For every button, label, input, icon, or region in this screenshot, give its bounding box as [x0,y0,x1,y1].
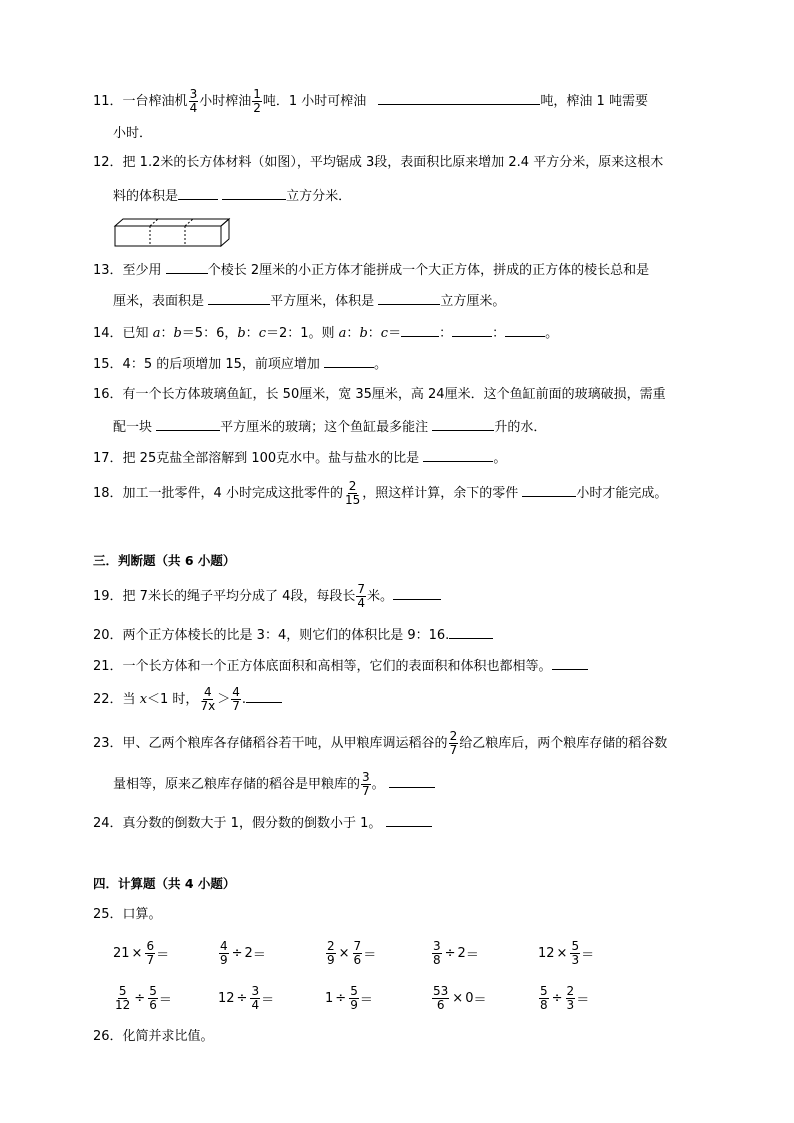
fraction: $\frac{2}{7}$ [449,729,458,757]
var-a: a [152,326,161,341]
answer-blank[interactable] [505,322,545,337]
answer-blank[interactable] [449,624,493,639]
q13-text-a: 至少用 [122,263,162,278]
calc-item: 21 × $\frac{6}{7}$ ＝ [113,938,170,967]
q11-text-d: 吨，榨油 1 吨需要 [540,94,648,109]
question-number: 19． [93,589,123,604]
q23-text-b: 给乙粮库后，两个粮库存储的稻谷数 [459,736,668,751]
calc-item: 1 ÷ $\frac{5}{9}$ ＝ [325,983,373,1012]
question-number: 25． [93,907,123,922]
calc-item: $\frac{53}{6}$ × 0 ＝ [433,983,487,1012]
question-number: 13． [93,263,123,278]
answer-blank[interactable] [552,655,588,670]
question-number: 17． [93,451,123,466]
calc-item: $\frac{5}{8}$ ÷ $\frac{2}{3}$ ＝ [540,983,590,1012]
q22-text-b: ＜1 时， [147,692,199,707]
q22-text-a: 当 [122,692,140,707]
answer-blank[interactable] [401,322,439,337]
greater-than: ＞ [217,692,231,707]
q16-text-d: 升的水． [494,420,547,435]
colon: ： [492,326,506,341]
question-14 [93,322,558,344]
answer-blank[interactable] [222,185,286,200]
q11-text-c: 吨．1 小时可榨油 [262,94,367,109]
question-20 [93,624,493,646]
q11-tail: 小时． [113,126,153,141]
period: 。 [374,357,388,372]
answer-blank[interactable] [378,290,440,305]
colon: ： [367,326,381,341]
answer-blank[interactable] [166,259,208,274]
var-a: a [338,326,347,341]
answer-blank[interactable] [432,416,494,431]
calc-row-2 [113,978,733,1018]
answer-blank[interactable] [452,322,492,337]
q20-text: 两个正方体棱长的比是 3：4，则它们的体积比是 9：16. [122,628,450,643]
q23-text-a: 甲、乙两个粮库各存储稻谷若干吨，从甲粮库调运稻谷的 [122,736,448,751]
q23-line2 [113,771,435,798]
question-26 [93,1027,214,1047]
fraction: $\frac{4}{7}$ [232,685,240,713]
question-number: 20． [93,628,123,643]
question-13 [93,259,649,281]
period: 。 [371,777,385,792]
question-23 [93,730,667,757]
question-25 [93,905,162,925]
section-heading-calculation: 四．计算题（共 4 小题） [93,876,236,891]
q26-text: 化简并求比值。 [122,1029,214,1044]
fraction: $\frac{3}{4}$ [189,87,198,115]
answer-blank[interactable] [246,688,282,703]
q12-text-c: 立方分米． [286,189,352,204]
question-24 [93,812,432,834]
question-number: 12． [93,155,123,170]
period: 。 [545,326,559,341]
var-b: b [359,326,368,341]
var-x: x [139,692,148,707]
cuboid-figure [113,216,235,248]
colon: ： [346,326,360,341]
var-b: b [237,326,246,341]
q16-line2 [113,416,546,438]
var-b: b [173,326,182,341]
calc-row-1 [113,933,733,973]
q14-t2: ＝5：6， [181,326,238,341]
section-heading-judgment: 三．判断题（共 6 小题） [93,553,236,568]
q25-text: 口算。 [122,907,162,922]
question-number: 16． [93,387,123,402]
question-number: 26． [93,1029,123,1044]
question-number: 18． [93,486,123,501]
calc-item: $\frac{2}{9}$ × $\frac{7}{6}$ ＝ [327,938,377,967]
q19-text-a: 把 7米长的绳子平均分成了 4段，每段长 [122,589,356,604]
question-number: 11． [93,94,123,109]
question-16 [93,385,666,405]
q16-text-b: 配一块 [113,420,153,435]
question-12 [93,153,663,173]
fraction: $\frac{4}{7x}$ [200,685,216,713]
q18-text-c: 小时才能完成。 [576,486,668,501]
fraction: $\frac{7}{4}$ [357,582,365,610]
answer-blank[interactable] [386,812,432,827]
q16-text: 有一个长方体玻璃鱼缸，长 50厘米，宽 35厘米，高 24厘米．这个鱼缸前面的玻璃破损，需重 [122,387,666,402]
question-number: 22． [93,692,123,707]
question-19 [93,583,441,610]
q12-text-b: 料的体积是 [113,189,179,204]
q23-text-c: 量相等，原来乙粮库存储的稻谷是甲粮库的 [113,777,361,792]
question-17 [93,447,506,469]
question-number: 21． [93,659,123,674]
q15-text: 4：5 的后项增加 15，前项应增加 [122,357,320,372]
calc-item: $\frac{5}{12}$ ÷ $\frac{5}{6}$ ＝ [115,983,172,1012]
question-22 [93,686,282,713]
answer-blank[interactable] [389,773,435,788]
colon: ： [245,326,259,341]
q13-text-e: 立方厘米。 [440,294,506,309]
var-c: c [258,326,266,341]
fraction: $\frac{1}{2}$ [253,87,261,115]
q16-text-c: 平方厘米的玻璃；这个鱼缸最多能注 [220,420,429,435]
var-c: c [380,326,389,341]
q17-text: 把 25克盐全部溶解到 100克水中。盐与盐水的比是 [122,451,420,466]
q11-line2 [113,122,152,144]
q13-text-b: 个棱长 2厘米的小正方体才能拼成一个大正方体，拼成的正方体的棱长总和是 [207,263,650,278]
question-number: 14． [93,326,123,341]
calc-item: $\frac{4}{9}$ ÷ 2 ＝ [220,938,266,967]
q13-text-c: 厘米，表面积是 [113,294,205,309]
q12-text: 把 1.2米的长方体材料（如图），平均锯成 3段，表面积比原来增加 2.4 平方分米，原来这根木 [122,155,664,170]
question-15 [93,353,387,375]
question-number: 15． [93,357,123,372]
period: 。 [493,451,507,466]
fraction: $\frac{3}{7}$ [362,770,370,798]
q14-t3: ＝2：1。则 [265,326,339,341]
q14-t1: 已知 [122,326,153,341]
answer-blank[interactable] [208,290,270,305]
fraction: $\frac{2}{15}$ [344,479,361,507]
q13-text-d: 平方厘米，体积是 [270,294,375,309]
calc-item: $\frac{3}{8}$ ÷ 2 ＝ [433,938,479,967]
answer-blank[interactable] [423,447,493,462]
colon: ： [439,326,453,341]
q24-text: 真分数的倒数大于 1，假分数的倒数小于 1。 [122,816,382,831]
q13-line2 [113,290,505,312]
question-number: 23． [93,736,123,751]
q18-text-a: 加工一批零件，4 小时完成这批零件的 [122,486,343,501]
q11-text-a: 一台榨油机 [122,94,188,109]
question-21 [93,655,588,677]
answer-blank[interactable] [378,90,540,105]
q21-text: 一个长方体和一个正方体底面积和高相等，它们的表面积和体积也都相等。 [122,659,552,674]
question-18 [93,480,667,507]
calc-item: 12 × $\frac{5}{3}$ ＝ [538,938,595,967]
q11-text-b: 小时榨油 [199,94,252,109]
q12-line2 [113,185,351,207]
colon: ： [160,326,174,341]
q19-text-b: 米。 [367,589,394,604]
answer-blank[interactable] [522,482,576,497]
answer-blank[interactable] [156,416,220,431]
period: . [241,692,246,707]
q18-text-b: ，照这样计算，余下的零件 [362,486,519,501]
answer-blank[interactable] [324,353,374,368]
calc-item: 12 ÷ $\frac{3}{4}$ ＝ [218,983,275,1012]
answer-blank[interactable] [178,185,218,200]
answer-blank[interactable] [393,585,441,600]
question-number: 24． [93,816,123,831]
question-11 [93,88,648,115]
equals: ＝ [388,326,402,341]
